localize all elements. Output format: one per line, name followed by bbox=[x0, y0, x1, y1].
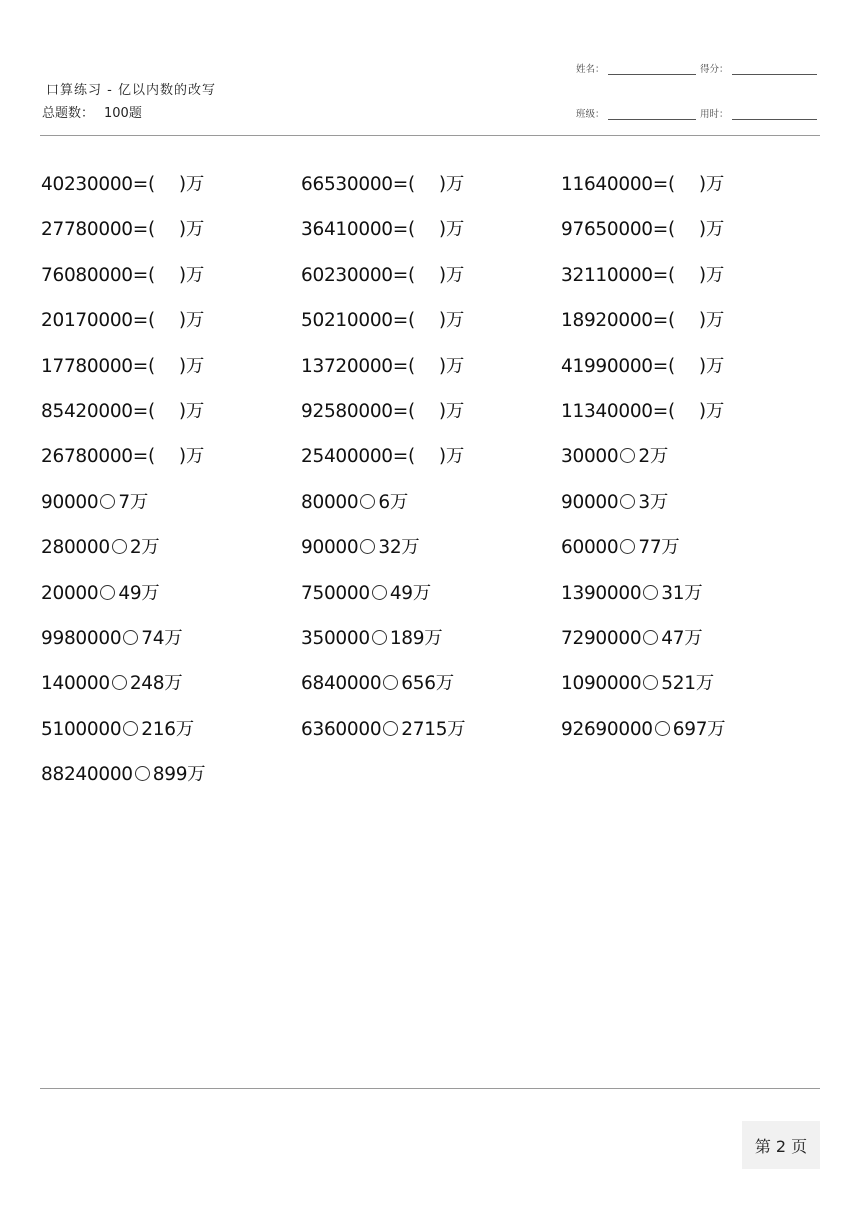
compare-value: 697万 bbox=[672, 718, 726, 740]
problem-item bbox=[41, 217, 301, 262]
problem-item bbox=[41, 490, 301, 535]
problem-number: 90000 bbox=[301, 537, 359, 559]
problem-number: 85420000 bbox=[41, 400, 133, 422]
compare-value: 49万 bbox=[118, 582, 160, 604]
problem-number: 1090000 bbox=[561, 673, 642, 695]
problem-item bbox=[561, 626, 821, 671]
compare-circle-icon[interactable] bbox=[620, 448, 635, 463]
problem-item bbox=[41, 671, 301, 716]
problem-item bbox=[561, 399, 821, 444]
equals-open-paren: =( bbox=[392, 400, 415, 422]
problem-item bbox=[41, 626, 301, 671]
unit-suffix: 万 bbox=[445, 219, 465, 241]
problem-number: 6360000 bbox=[301, 718, 382, 740]
worksheet-title: 口算练习 - 亿以内数的改写 bbox=[46, 83, 216, 98]
close-paren: ) bbox=[698, 219, 706, 241]
problem-item bbox=[41, 263, 301, 308]
problem-item bbox=[561, 308, 821, 353]
compare-circle-icon[interactable] bbox=[112, 675, 127, 690]
problem-item bbox=[301, 717, 561, 762]
compare-circle-icon[interactable] bbox=[383, 721, 398, 736]
compare-circle-icon[interactable] bbox=[643, 630, 658, 645]
compare-circle-icon[interactable] bbox=[360, 494, 375, 509]
score-field[interactable] bbox=[700, 61, 817, 75]
problem-item bbox=[561, 263, 821, 308]
close-paren: ) bbox=[178, 264, 186, 286]
class-field-line[interactable] bbox=[608, 118, 696, 120]
equals-open-paren: =( bbox=[392, 174, 415, 195]
problem-number: 36410000 bbox=[301, 219, 393, 241]
question-count-label: 总题数： bbox=[42, 106, 95, 121]
unit-suffix: 万 bbox=[705, 400, 725, 422]
compare-value: 6万 bbox=[378, 491, 409, 513]
problem-number: 40230000 bbox=[41, 174, 133, 195]
problem-number: 90000 bbox=[41, 491, 99, 513]
problem-number: 18920000 bbox=[561, 310, 653, 332]
problem-number: 60230000 bbox=[301, 264, 393, 286]
problem-number: 80000 bbox=[301, 491, 359, 513]
close-paren: ) bbox=[178, 174, 186, 195]
problem-item bbox=[301, 671, 561, 716]
score-field-line[interactable] bbox=[732, 73, 817, 75]
equals-open-paren: =( bbox=[132, 264, 155, 286]
close-paren: ) bbox=[178, 310, 186, 332]
unit-suffix: 万 bbox=[705, 264, 725, 286]
unit-suffix: 万 bbox=[445, 400, 465, 422]
problem-item bbox=[301, 581, 561, 626]
problem-number: 60000 bbox=[561, 537, 619, 559]
equals-open-paren: =( bbox=[392, 219, 415, 241]
compare-value: 31万 bbox=[661, 582, 703, 604]
problem-number: 27780000 bbox=[41, 219, 133, 241]
problem-number: 280000 bbox=[41, 537, 110, 559]
problem-item bbox=[301, 399, 561, 444]
problem-item bbox=[41, 762, 301, 807]
compare-value: 2715万 bbox=[401, 718, 466, 740]
problem-number: 9980000 bbox=[41, 627, 122, 649]
close-paren: ) bbox=[438, 355, 446, 377]
equals-open-paren: =( bbox=[132, 355, 155, 377]
problem-number: 1390000 bbox=[561, 582, 642, 604]
problem-item bbox=[41, 308, 301, 353]
compare-circle-icon[interactable] bbox=[620, 494, 635, 509]
compare-value: 899万 bbox=[152, 764, 206, 786]
close-paren: ) bbox=[438, 174, 446, 195]
problem-number: 13720000 bbox=[301, 355, 393, 377]
close-paren: ) bbox=[438, 400, 446, 422]
problem-item bbox=[41, 535, 301, 580]
problem-number: 140000 bbox=[41, 673, 110, 695]
problem-item bbox=[41, 581, 301, 626]
equals-open-paren: =( bbox=[392, 310, 415, 332]
unit-suffix: 万 bbox=[705, 219, 725, 241]
compare-value: 521万 bbox=[661, 673, 714, 695]
close-paren: ) bbox=[178, 355, 186, 377]
problem-number: 92580000 bbox=[301, 400, 393, 422]
problem-number: 88240000 bbox=[41, 764, 133, 786]
close-paren: ) bbox=[438, 310, 446, 332]
close-paren: ) bbox=[698, 355, 706, 377]
time-field-line[interactable] bbox=[732, 118, 817, 120]
equals-open-paren: =( bbox=[652, 355, 675, 377]
problem-item bbox=[561, 444, 821, 489]
problem-item bbox=[561, 717, 821, 762]
unit-suffix: 万 bbox=[705, 174, 725, 195]
close-paren: ) bbox=[178, 446, 186, 468]
question-count bbox=[42, 102, 142, 121]
class-field[interactable] bbox=[576, 106, 696, 120]
close-paren: ) bbox=[698, 400, 706, 422]
problem-item bbox=[41, 717, 301, 762]
close-paren: ) bbox=[698, 264, 706, 286]
problem-item bbox=[561, 172, 821, 217]
problem-number: 20170000 bbox=[41, 310, 133, 332]
problem-item bbox=[301, 172, 561, 217]
score-field-label: 得分： bbox=[700, 64, 729, 75]
equals-open-paren: =( bbox=[652, 174, 675, 195]
compare-value: 189万 bbox=[389, 627, 443, 649]
compare-value: 74万 bbox=[141, 627, 183, 649]
problem-item bbox=[301, 535, 561, 580]
compare-circle-icon[interactable] bbox=[100, 494, 115, 509]
equals-open-paren: =( bbox=[652, 219, 675, 241]
unit-suffix: 万 bbox=[445, 446, 465, 468]
unit-suffix: 万 bbox=[705, 310, 725, 332]
problem-item bbox=[561, 354, 821, 399]
compare-circle-icon[interactable] bbox=[383, 675, 398, 690]
equals-open-paren: =( bbox=[132, 174, 155, 195]
compare-circle-icon[interactable] bbox=[372, 585, 387, 600]
problem-item bbox=[301, 263, 561, 308]
unit-suffix: 万 bbox=[185, 310, 205, 332]
problem-grid bbox=[41, 172, 821, 807]
compare-circle-icon[interactable] bbox=[643, 585, 658, 600]
problem-number: 92690000 bbox=[561, 718, 653, 740]
problem-item bbox=[301, 308, 561, 353]
question-count-value: 100题 bbox=[104, 106, 142, 121]
compare-circle-icon[interactable] bbox=[123, 630, 138, 645]
problem-number: 76080000 bbox=[41, 264, 133, 286]
compare-circle-icon[interactable] bbox=[643, 675, 658, 690]
compare-circle-icon[interactable] bbox=[372, 630, 387, 645]
compare-value: 77万 bbox=[638, 537, 680, 559]
name-field[interactable] bbox=[576, 61, 696, 75]
unit-suffix: 万 bbox=[445, 355, 465, 377]
close-paren: ) bbox=[698, 174, 706, 195]
problem-item bbox=[301, 444, 561, 489]
problem-number: 17780000 bbox=[41, 355, 133, 377]
equals-open-paren: =( bbox=[132, 219, 155, 241]
compare-circle-icon[interactable] bbox=[620, 539, 635, 554]
problem-number: 30000 bbox=[561, 446, 619, 468]
compare-circle-icon[interactable] bbox=[100, 585, 115, 600]
problem-number: 750000 bbox=[301, 582, 370, 604]
problem-item bbox=[41, 399, 301, 444]
compare-value: 7万 bbox=[118, 491, 149, 513]
compare-value: 2万 bbox=[638, 446, 669, 468]
problem-item bbox=[561, 490, 821, 535]
problem-number: 5100000 bbox=[41, 718, 122, 740]
problem-item bbox=[41, 444, 301, 489]
unit-suffix: 万 bbox=[445, 174, 465, 195]
problem-item bbox=[561, 671, 821, 716]
close-paren: ) bbox=[178, 400, 186, 422]
footer-divider bbox=[40, 1088, 820, 1089]
time-field-label: 用时： bbox=[700, 109, 729, 120]
equals-open-paren: =( bbox=[652, 264, 675, 286]
unit-suffix: 万 bbox=[185, 446, 205, 468]
problem-item bbox=[561, 535, 821, 580]
problem-number: 11640000 bbox=[561, 174, 653, 195]
problem-number: 350000 bbox=[301, 627, 370, 649]
close-paren: ) bbox=[698, 310, 706, 332]
problem-item bbox=[41, 172, 301, 217]
compare-value: 216万 bbox=[141, 718, 194, 740]
unit-suffix: 万 bbox=[185, 219, 205, 241]
unit-suffix: 万 bbox=[185, 264, 205, 286]
unit-suffix: 万 bbox=[445, 310, 465, 332]
problem-number: 90000 bbox=[561, 491, 619, 513]
name-field-label: 姓名： bbox=[576, 64, 605, 75]
unit-suffix: 万 bbox=[185, 355, 205, 377]
compare-circle-icon[interactable] bbox=[112, 539, 127, 554]
compare-value: 3万 bbox=[638, 491, 669, 513]
close-paren: ) bbox=[178, 219, 186, 241]
equals-open-paren: =( bbox=[652, 400, 675, 422]
close-paren: ) bbox=[438, 264, 446, 286]
problem-number: 32110000 bbox=[561, 264, 653, 286]
compare-value: 32万 bbox=[378, 537, 420, 559]
problem-item bbox=[301, 354, 561, 399]
time-field[interactable] bbox=[700, 106, 817, 120]
equals-open-paren: =( bbox=[392, 264, 415, 286]
compare-value: 248万 bbox=[129, 673, 183, 695]
problem-item bbox=[301, 217, 561, 262]
problem-number: 50210000 bbox=[301, 310, 393, 332]
problem-number: 25400000 bbox=[301, 446, 393, 468]
compare-circle-icon[interactable] bbox=[135, 766, 150, 781]
name-field-line[interactable] bbox=[608, 73, 696, 75]
close-paren: ) bbox=[438, 219, 446, 241]
equals-open-paren: =( bbox=[392, 355, 415, 377]
problem-item bbox=[41, 354, 301, 399]
compare-value: 47万 bbox=[661, 627, 703, 649]
problem-item bbox=[561, 581, 821, 626]
problem-item bbox=[301, 626, 561, 671]
problem-number: 97650000 bbox=[561, 219, 653, 241]
unit-suffix: 万 bbox=[185, 174, 205, 195]
unit-suffix: 万 bbox=[445, 264, 465, 286]
problem-item bbox=[561, 217, 821, 262]
equals-open-paren: =( bbox=[132, 400, 155, 422]
equals-open-paren: =( bbox=[652, 310, 675, 332]
problem-number: 41990000 bbox=[561, 355, 653, 377]
problem-item bbox=[301, 490, 561, 535]
page-number: 第 2 页 bbox=[742, 1121, 820, 1169]
unit-suffix: 万 bbox=[705, 355, 725, 377]
problem-number: 6840000 bbox=[301, 673, 382, 695]
header-divider bbox=[40, 135, 820, 136]
class-field-label: 班级： bbox=[576, 109, 605, 120]
close-paren: ) bbox=[438, 446, 446, 468]
compare-value: 656万 bbox=[401, 673, 454, 695]
equals-open-paren: =( bbox=[132, 310, 155, 332]
unit-suffix: 万 bbox=[185, 400, 205, 422]
problem-number: 11340000 bbox=[561, 400, 653, 422]
equals-open-paren: =( bbox=[132, 446, 155, 468]
problem-number: 26780000 bbox=[41, 446, 133, 468]
compare-value: 2万 bbox=[129, 537, 160, 559]
compare-circle-icon[interactable] bbox=[655, 721, 670, 736]
problem-number: 20000 bbox=[41, 582, 99, 604]
problem-number: 7290000 bbox=[561, 627, 642, 649]
equals-open-paren: =( bbox=[392, 446, 415, 468]
compare-circle-icon[interactable] bbox=[123, 721, 138, 736]
compare-circle-icon[interactable] bbox=[360, 539, 375, 554]
compare-value: 49万 bbox=[389, 582, 431, 604]
problem-number: 66530000 bbox=[301, 174, 393, 195]
